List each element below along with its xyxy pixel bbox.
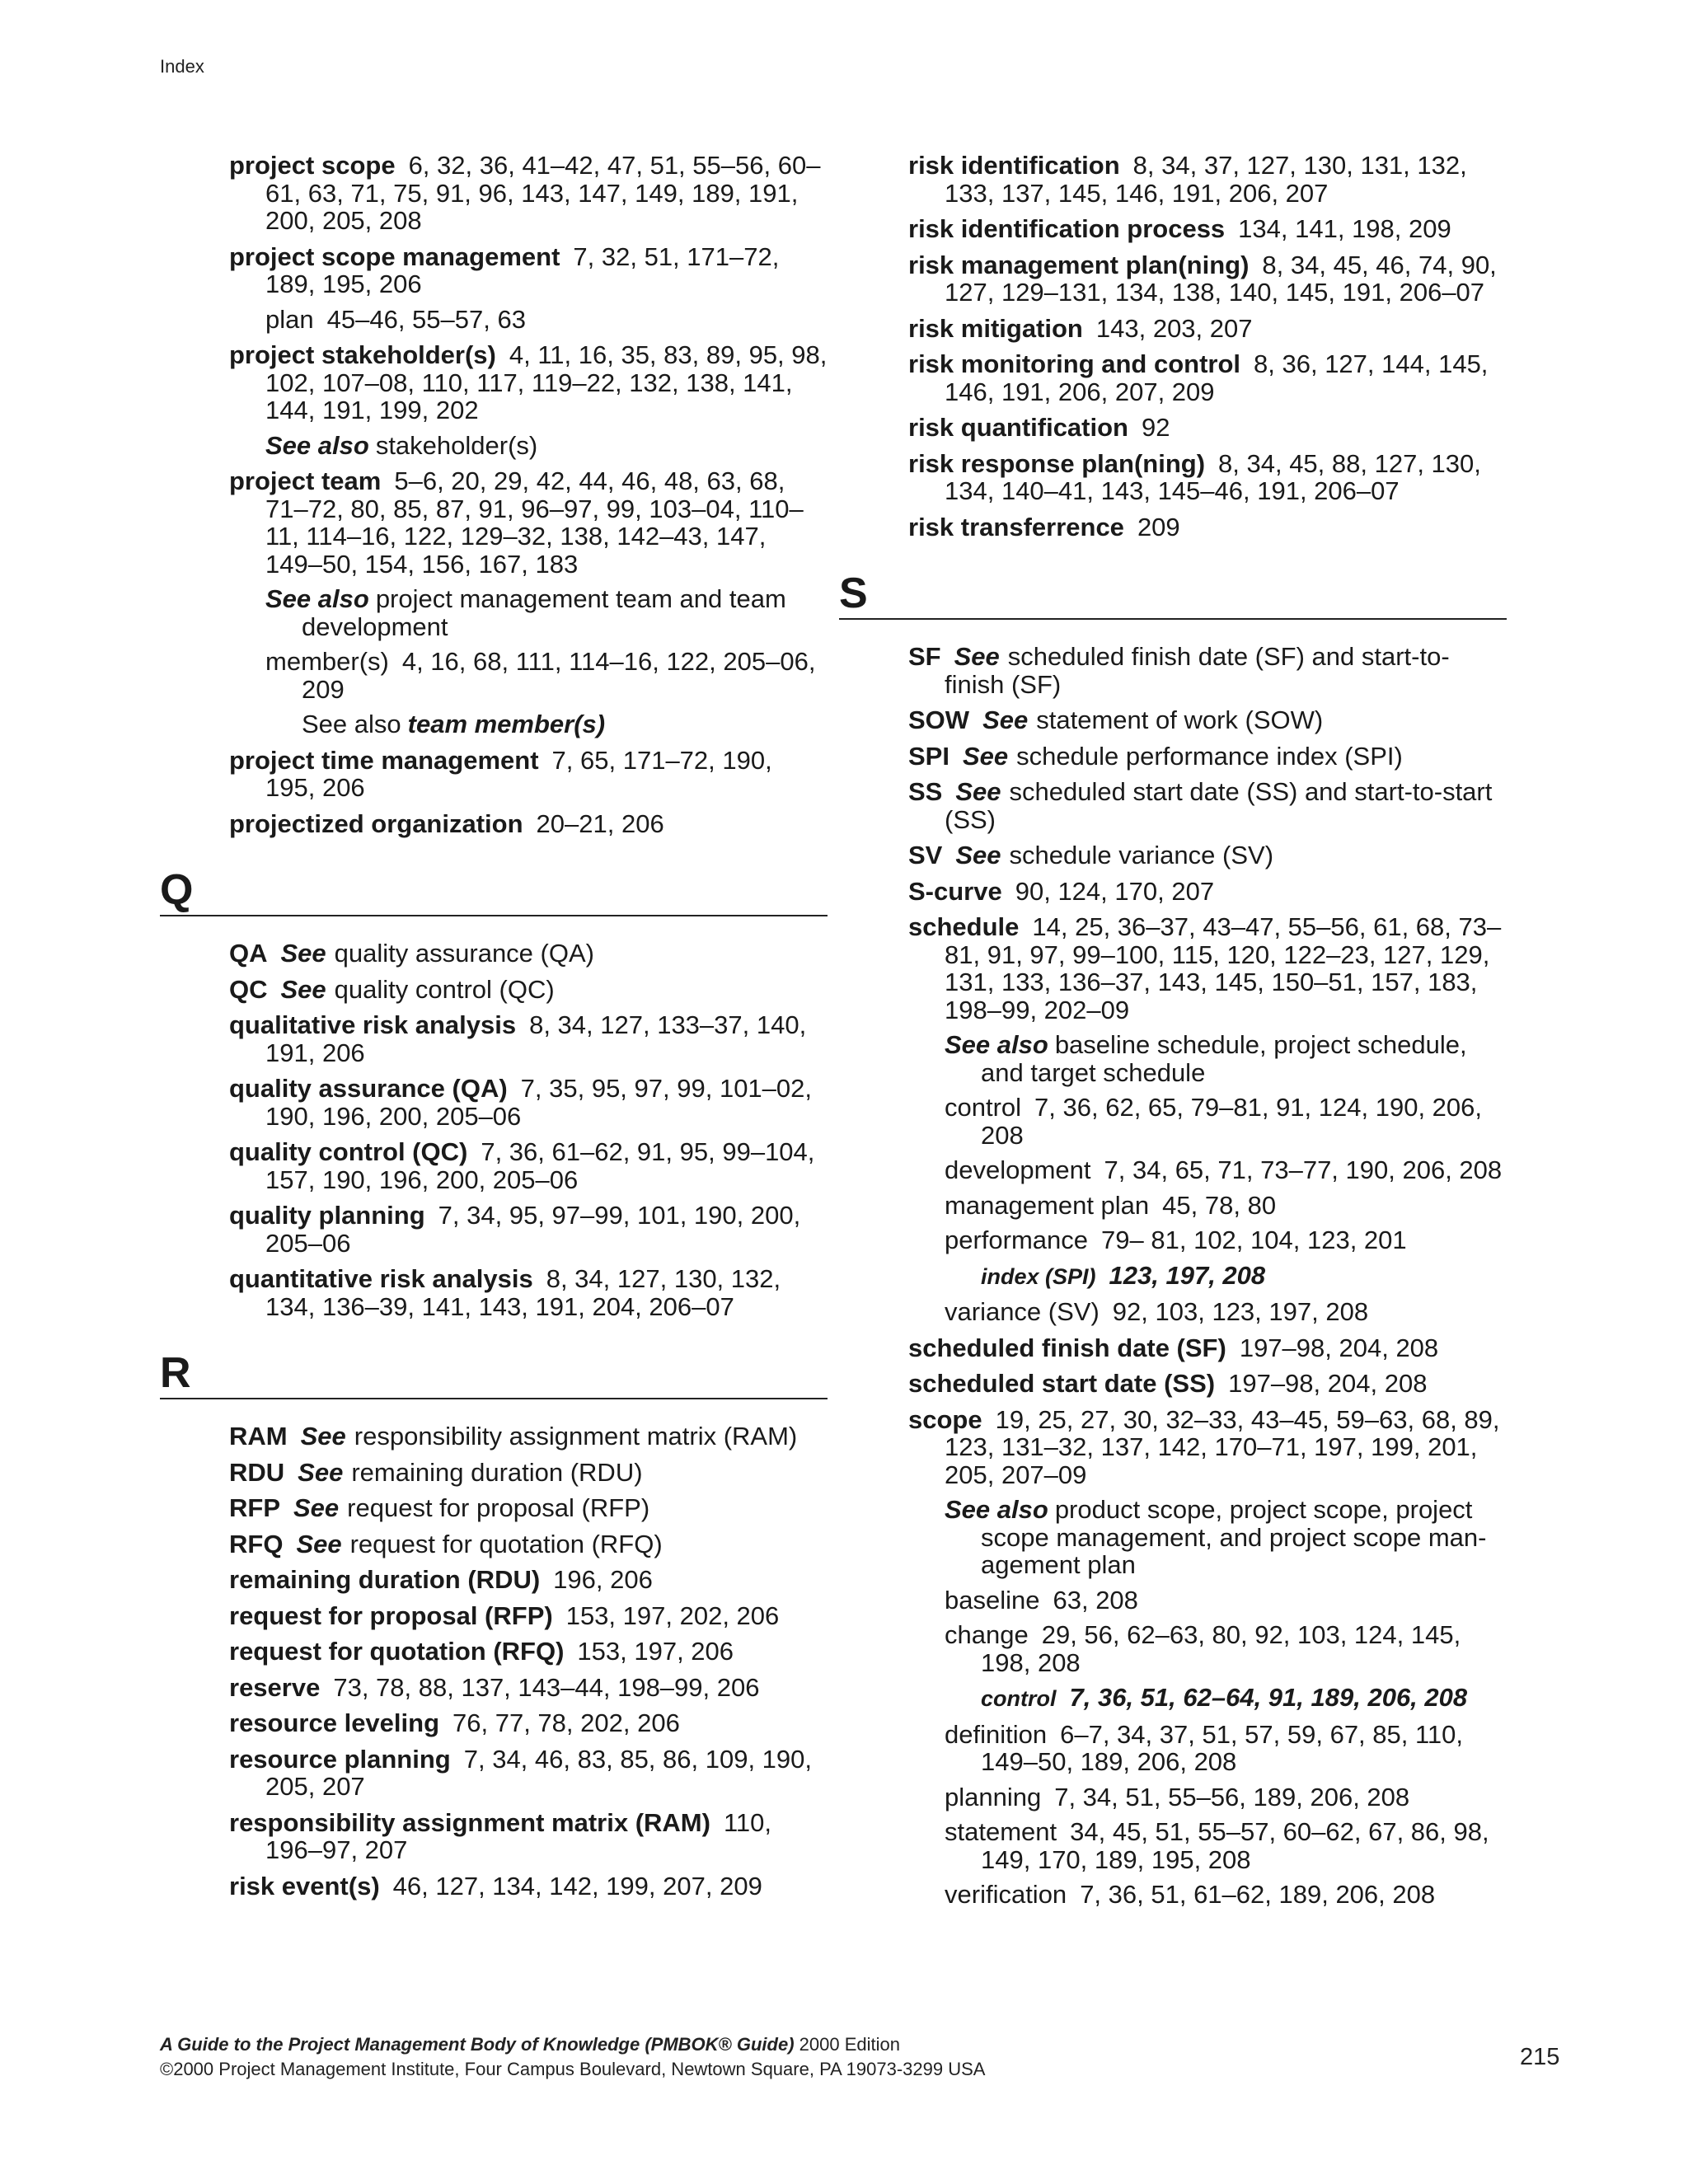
see-also-target: project management team and team development [302, 584, 786, 641]
see-also-target: stakeholder(s) [375, 430, 538, 460]
entry-pages: 197–98, 204, 208 [1228, 1369, 1428, 1398]
see-label: See [955, 841, 1001, 869]
subentry-term: control [981, 1686, 1057, 1711]
see-target: quality assurance (QA) [334, 939, 594, 968]
see-label: See [280, 939, 326, 968]
see-label: See [298, 1457, 344, 1487]
index-entry-see [908, 778, 1507, 833]
subentry-term: control [945, 1093, 1022, 1122]
entry-pages: 7, 34, 65, 71, 73–77, 190, 206, 208 [1104, 1155, 1503, 1184]
entry-term: project scope [229, 151, 396, 180]
entry-term: quantitative risk analysis [229, 1264, 533, 1293]
entry-pages: 143, 203, 207 [1095, 313, 1253, 343]
entry-pages: 110, 196–97, 207 [265, 1807, 771, 1864]
entry-pages: 6, 32, 36, 41–42, 47, 51, 55–56, 60–61, 63, 71, 75, 91, 96, 143, 147, 149, 189, 191, 200, 205, 208 [265, 151, 821, 235]
see-label: See [962, 741, 1009, 771]
entry-term: risk identification [908, 151, 1120, 180]
index-entry-see [229, 940, 828, 968]
index-entry-see [229, 976, 828, 1004]
index-entry [229, 467, 828, 578]
see-target: statement of work (SOW) [1036, 705, 1324, 734]
copyright: ©2000 Project Management Institute, Four Campus Boulevard, Newtown Square, PA 19073-3299 USA [160, 2059, 986, 2079]
index-entry [229, 1746, 828, 1801]
entry-pages: 14, 25, 36–37, 43–47, 55–56, 61, 68, 73–81, 91, 97, 99–100, 115, 120, 122–23, 127, 129, 131, 133, 136–37, 143, 145, 150–51, 157, 183, 198–99, 202–09 [945, 912, 1502, 1024]
see-target: schedule variance (SV) [1009, 841, 1274, 869]
edition: 2000 Edition [799, 2034, 900, 2055]
see-target: responsibility assignment matrix (RAM) [354, 1422, 798, 1451]
index-entry [229, 1638, 828, 1666]
section-letter: S [839, 569, 868, 617]
entry-term: request for proposal (RFP) [229, 1601, 553, 1630]
entry-pages: 63, 208 [1053, 1585, 1138, 1615]
entry-term: qualitative risk analysis [229, 1010, 517, 1039]
subentry-term: planning [945, 1782, 1042, 1811]
see-also-label: See also [265, 584, 369, 613]
index-subentry [945, 1156, 1507, 1184]
entry-pages: 79– 81, 102, 104, 123, 201 [1101, 1226, 1407, 1254]
entry-pages: 45–46, 55–57, 63 [326, 304, 526, 334]
entry-pages: 8, 34, 127, 133–37, 140, 191, 206 [265, 1010, 807, 1067]
entry-term: risk response plan(ning) [908, 448, 1206, 478]
entry-term: RFQ [229, 1529, 284, 1558]
entry-term: scheduled start date (SS) [908, 1369, 1216, 1398]
entry-pages: 73, 78, 88, 137, 143–44, 198–99, 206 [333, 1672, 760, 1702]
index-subentry [945, 1586, 1507, 1615]
entry-pages: 4, 11, 16, 35, 83, 89, 95, 98, 102, 107–08, 110, 117, 119–22, 132, 138, 141, 144, 191, 199, 202 [265, 340, 828, 424]
index-entry-see [908, 706, 1507, 734]
see-also-label: See also [265, 430, 369, 460]
see-also-entry [265, 432, 828, 460]
index-subentry [945, 1818, 1507, 1873]
index-entry [908, 251, 1507, 307]
index-entry [229, 1674, 828, 1702]
entry-pages: 7, 35, 95, 97, 99, 101–02, 190, 196, 200, 205–06 [265, 1074, 813, 1131]
see-target: request for proposal (RFP) [347, 1493, 650, 1522]
entry-term: RDU [229, 1457, 285, 1487]
index-entry [229, 1872, 828, 1900]
section-heading [839, 569, 1507, 620]
see-also-entry [945, 1496, 1507, 1579]
index-entry-see [229, 1459, 828, 1487]
see-target: scheduled finish date (SF) and start-to-finish (SF) [945, 642, 1450, 699]
subentry-term: performance [945, 1226, 1089, 1254]
see-also-label: See also [945, 1495, 1048, 1524]
book-title: A Guide to the Project Management Body of Knowledge (PMBOK® Guide) [160, 2034, 795, 2055]
index-entry [229, 1265, 828, 1320]
index-subentry [945, 1226, 1507, 1254]
entry-term: quality planning [229, 1201, 425, 1230]
entry-pages: 6–7, 34, 37, 51, 57, 59, 67, 85, 110, 149–50, 189, 206, 208 [981, 1719, 1464, 1776]
index-entry [229, 1202, 828, 1257]
subentry-term: management plan [945, 1190, 1150, 1220]
index-subentry [945, 1881, 1507, 1909]
see-also-entry [945, 1031, 1507, 1086]
entry-pages: 196, 206 [553, 1565, 653, 1594]
entry-term: SF [908, 642, 941, 671]
index-entry-see [229, 1530, 828, 1558]
entry-term: remaining duration (RDU) [229, 1565, 541, 1594]
see-label: See [296, 1529, 342, 1558]
entry-pages: 8, 34, 45, 88, 127, 130, 134, 140–41, 143, 145–46, 191, 206–07 [945, 448, 1481, 505]
index-entry [229, 243, 828, 298]
running-header: Index [160, 56, 204, 77]
index-entry [229, 747, 828, 802]
entry-pages: 123, 197, 208 [1109, 1260, 1266, 1290]
entry-term: SS [908, 777, 943, 806]
entry-pages: 46, 127, 134, 142, 199, 207, 209 [392, 1871, 762, 1900]
entry-pages: 7, 65, 171–72, 190, 195, 206 [265, 745, 772, 802]
entry-pages: 7, 34, 51, 55–56, 189, 206, 208 [1054, 1782, 1410, 1811]
index-entry [229, 1138, 828, 1193]
section-heading [160, 1349, 828, 1399]
index-entry [229, 341, 828, 424]
index-entry-see [908, 643, 1507, 698]
entry-pages: 8, 34, 127, 130, 132, 134, 136–39, 141, 143, 191, 204, 206–07 [265, 1264, 781, 1321]
index-entry [229, 1011, 828, 1066]
section-heading [160, 866, 828, 916]
see-target: request for quotation (RFQ) [349, 1529, 663, 1558]
entry-pages: 8, 36, 127, 144, 145, 146, 191, 206, 207, 209 [945, 349, 1489, 406]
index-entry-see [908, 743, 1507, 771]
entry-pages: 7, 32, 51, 171–72, 189, 195, 206 [265, 241, 780, 298]
index-entry [908, 350, 1507, 405]
see-label: See [954, 642, 1000, 671]
entry-pages: 197–98, 204, 208 [1239, 1333, 1439, 1362]
entry-term: QC [229, 974, 268, 1004]
entry-term: resource leveling [229, 1708, 440, 1737]
index-entry [908, 1334, 1507, 1362]
index-subentry [945, 1094, 1507, 1149]
subentry-term: baseline [945, 1585, 1040, 1615]
see-also-label: See also [302, 710, 401, 738]
entry-term: project team [229, 466, 382, 495]
entry-term: RFP [229, 1493, 280, 1522]
entry-term: project time management [229, 745, 539, 775]
see-target: schedule performance index (SPI) [1016, 741, 1403, 771]
subentry-term: change [945, 1620, 1029, 1649]
entry-pages: 90, 124, 170, 207 [1015, 876, 1215, 906]
entry-term: request for quotation (RFQ) [229, 1637, 565, 1666]
index-entry [908, 450, 1507, 505]
see-target: quality control (QC) [334, 974, 555, 1004]
entry-term: project stakeholder(s) [229, 340, 496, 369]
index-entry [229, 1709, 828, 1737]
see-label: See [293, 1493, 340, 1522]
index-entry [908, 152, 1507, 207]
index-entry [908, 1406, 1507, 1489]
index-entry [908, 513, 1507, 541]
see-label: See [300, 1422, 346, 1451]
index-subentry [945, 1192, 1507, 1220]
see-label: See [955, 777, 1001, 806]
entry-term: SV [908, 841, 943, 869]
subentry-term: development [945, 1155, 1091, 1184]
entry-pages: 20–21, 206 [536, 808, 664, 838]
index-subentry [945, 1621, 1507, 1676]
index-entry-see [229, 1494, 828, 1522]
index-entry [908, 913, 1507, 1024]
index-subentry [265, 648, 828, 703]
index-column-right [839, 152, 1507, 1917]
index-entry [229, 1602, 828, 1630]
see-also-target: baseline schedule, project schedule, and target schedule [981, 1030, 1467, 1087]
index-entry [229, 810, 828, 838]
entry-term: risk identification process [908, 214, 1226, 243]
entry-pages: 5–6, 20, 29, 42, 44, 46, 48, 63, 68, 71–72, 80, 85, 87, 91, 96–97, 99, 103–04, 110–11, 114–16, 122, 129–32, 138, 142–43, 147, 149–50, 154, 156, 167, 183 [265, 466, 804, 579]
entry-term: schedule [908, 912, 1020, 941]
subentry-term: variance (SV) [945, 1297, 1100, 1326]
index-entry [229, 152, 828, 235]
entry-term: resource planning [229, 1744, 451, 1774]
entry-term: risk quantification [908, 413, 1128, 442]
entry-pages: 7, 34, 95, 97–99, 101, 190, 200, 205–06 [265, 1201, 801, 1258]
entry-term: SOW [908, 705, 970, 734]
index-entry [229, 1566, 828, 1594]
see-label: See [982, 705, 1029, 734]
entry-pages: 8, 34, 45, 46, 74, 90, 127, 129–131, 134, 138, 140, 145, 191, 206–07 [945, 250, 1497, 307]
index-entry [908, 1370, 1507, 1398]
entry-pages: 7, 36, 62, 65, 79–81, 91, 124, 190, 206, 208 [981, 1093, 1483, 1150]
entry-pages: 8, 34, 37, 127, 130, 131, 132, 133, 137, 145, 146, 191, 206, 207 [945, 151, 1467, 208]
entry-term: S-curve [908, 876, 1002, 906]
entry-term: scheduled finish date (SF) [908, 1333, 1226, 1362]
see-also-target: team member(s) [407, 710, 606, 738]
index-entry-see [908, 841, 1507, 869]
entry-pages: 7, 36, 51, 61–62, 189, 206, 208 [1080, 1880, 1436, 1909]
subentry-term: definition [945, 1719, 1048, 1749]
index-subentry [945, 1783, 1507, 1811]
page-number: 215 [1520, 2044, 1560, 2070]
entry-term: QA [229, 939, 268, 968]
index-subentry [945, 1721, 1507, 1776]
section-letter: R [160, 1349, 191, 1397]
entry-term: risk transferrence [908, 512, 1124, 541]
entry-term: risk mitigation [908, 313, 1083, 343]
entry-term: risk event(s) [229, 1871, 380, 1900]
entry-term: responsibility assignment matrix (RAM) [229, 1807, 710, 1837]
entry-pages: 153, 197, 202, 206 [565, 1601, 780, 1630]
index-entry [908, 315, 1507, 343]
see-label: See [280, 974, 326, 1004]
subentry-term: plan [265, 304, 314, 334]
see-target: remaining duration (RDU) [351, 1457, 643, 1487]
index-column-left [160, 152, 828, 1908]
entry-pages: 34, 45, 51, 55–57, 60–62, 67, 86, 98, 149, 170, 189, 195, 208 [981, 1817, 1489, 1874]
index-subsubentry [981, 1262, 1507, 1291]
entry-pages: 7, 34, 46, 83, 85, 86, 109, 190, 205, 207 [265, 1744, 813, 1801]
entry-pages: 7, 36, 51, 62–64, 91, 189, 206, 208 [1069, 1683, 1468, 1712]
see-also-entry [302, 710, 828, 738]
entry-pages: 4, 16, 68, 111, 114–16, 122, 205–06, 209 [302, 647, 816, 704]
index-entry [229, 1809, 828, 1864]
entry-pages: 45, 78, 80 [1162, 1190, 1277, 1220]
entry-term: scope [908, 1404, 982, 1434]
entry-pages: 19, 25, 27, 30, 32–33, 43–45, 59–63, 68, 89, 123, 131–32, 137, 142, 170–71, 197, 199, 201, 205, 207–09 [945, 1404, 1500, 1489]
entry-term: project scope management [229, 241, 560, 271]
index-entry [908, 414, 1507, 442]
entry-pages: 92, 103, 123, 197, 208 [1112, 1297, 1369, 1326]
see-target: scheduled start date (SS) and start-to-start (SS) [945, 777, 1493, 834]
index-subsubentry [981, 1684, 1507, 1713]
entry-pages: 209 [1137, 512, 1180, 541]
subentry-term: verification [945, 1880, 1067, 1909]
entry-pages: 92 [1141, 413, 1170, 442]
entry-pages: 76, 77, 78, 202, 206 [452, 1708, 680, 1737]
index-entry [908, 878, 1507, 906]
see-also-label: See also [945, 1030, 1048, 1059]
index-subentry [265, 306, 828, 334]
subentry-term: member(s) [265, 647, 389, 676]
subentry-term: statement [945, 1817, 1057, 1846]
entry-term: quality assurance (QA) [229, 1074, 508, 1103]
page-footer [160, 2032, 985, 2082]
index-entry [908, 215, 1507, 243]
entry-pages: 29, 56, 62–63, 80, 92, 103, 124, 145, 198, 208 [981, 1620, 1461, 1677]
entry-pages: 7, 36, 61–62, 91, 95, 99–104, 157, 190, 196, 200, 205–06 [265, 1137, 815, 1194]
entry-term: RAM [229, 1422, 288, 1451]
index-subentry [945, 1298, 1507, 1326]
entry-term: risk monitoring and control [908, 349, 1241, 378]
entry-pages: 134, 141, 198, 209 [1238, 214, 1451, 243]
see-also-entry [265, 585, 828, 640]
entry-term: quality control (QC) [229, 1137, 468, 1166]
section-letter: Q [160, 866, 194, 914]
see-also-target: product scope, project scope, project scope management, and project scope man- agement plan [981, 1495, 1487, 1579]
entry-term: reserve [229, 1672, 321, 1702]
entry-pages: 153, 197, 206 [577, 1637, 734, 1666]
subentry-term: index (SPI) [981, 1263, 1096, 1289]
entry-term: projectized organization [229, 808, 523, 838]
entry-term: SPI [908, 741, 950, 771]
entry-term: risk management plan(ning) [908, 250, 1250, 279]
footer-title-line [160, 2032, 985, 2057]
index-entry-see [229, 1422, 828, 1451]
index-entry [229, 1075, 828, 1130]
